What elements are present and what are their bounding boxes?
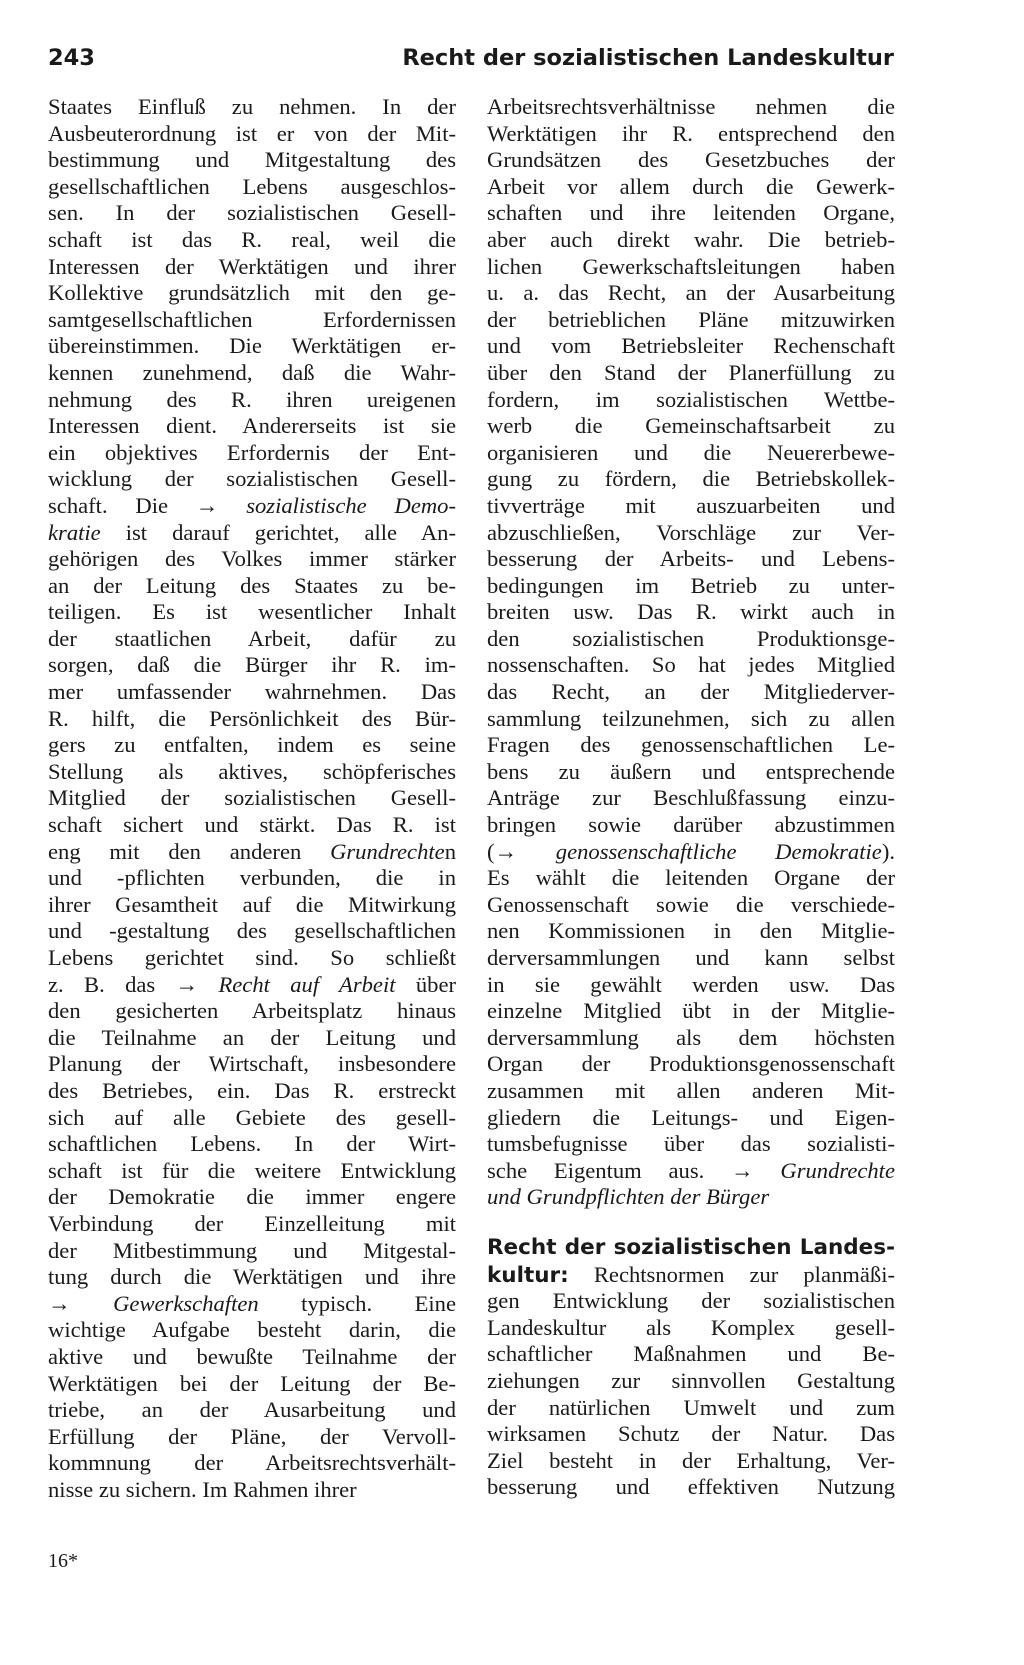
- text-line: R. hilft, die Persönlichkeit des Bür-: [48, 705, 456, 731]
- text-line: schaft ist für die weitere Entwicklung: [48, 1157, 456, 1183]
- entry-definition-start: Rechtsnormen zur planmäßi-: [593, 1261, 895, 1287]
- text-line: besserung und effektiven Nutzung: [487, 1474, 895, 1500]
- text-line: der Mitbestimmung und Mitgestal-: [48, 1237, 456, 1263]
- text-line: kennen zunehmend, daß die Wahr-: [48, 359, 456, 385]
- text-line: triebe, an der Ausarbeitung und: [48, 1397, 456, 1423]
- text-line: organisieren und die Neuererbewe-: [487, 439, 895, 465]
- text-line: Grundsätzen des Gesetzbuches der: [487, 147, 895, 173]
- text-line: ein objektives Erfordernis der Ent-: [48, 439, 456, 465]
- text-line: gung zu fördern, die Betriebskollek-: [487, 466, 895, 492]
- text-line: schaft. Die → sozialistische Demo-: [48, 492, 456, 518]
- text-line: Kollektive grundsätzlich mit den ge-: [48, 280, 456, 306]
- text-line: einzelne Mitglied übt in der Mitglie-: [487, 998, 895, 1024]
- paragraph-gap: [487, 1211, 895, 1235]
- text-line: zusammen mit allen anderen Mit-: [487, 1077, 895, 1103]
- right-column: [487, 94, 895, 1501]
- text-line: Planung der Wirtschaft, insbesondere: [48, 1051, 456, 1077]
- text-line: bringen sowie darüber abzustimmen: [487, 812, 895, 838]
- text-line: Lebens gerichtet sind. So schließt: [48, 945, 456, 970]
- text-line: Arbeit vor allem durch die Gewerk-: [487, 173, 895, 199]
- text-line: sich auf alle Gebiete des gesell-: [48, 1104, 456, 1130]
- cross-reference: Gewerkschaften: [113, 1290, 259, 1316]
- text-line: schaftlichen Lebens. In der Wirt-: [48, 1131, 456, 1157]
- text-line: über den Stand der Planerfüllung zu: [487, 359, 895, 385]
- text-line: werb die Gemeinschaftsarbeit zu: [487, 413, 895, 439]
- text-line: fordern, im sozialistischen Wettbe-: [487, 386, 895, 412]
- text-line: (→ genossenschaftliche Demokratie).: [487, 838, 895, 864]
- running-head: Recht der sozialistischen Landeskultur: [402, 45, 894, 71]
- text-line: tumsbefugnisse über das sozialisti-: [487, 1131, 895, 1157]
- text-line: wirksamen Schutz der Natur. Das: [487, 1421, 895, 1447]
- text-line: und -pflichten verbunden, die in: [48, 865, 456, 891]
- text-line: Landeskultur als Komplex gesell-: [487, 1314, 895, 1340]
- text-line: gesellschaftlichen Lebens ausgeschlos-: [48, 173, 456, 199]
- text-line: schaft sichert und stärkt. Das R. ist: [48, 812, 456, 838]
- text-line: Organ der Produktionsgenossenschaft: [487, 1051, 895, 1077]
- printer-signature: 16*: [48, 1550, 78, 1572]
- text-line: Es wählt die leitenden Organe der: [487, 865, 895, 891]
- text-line: sen. In der sozialistischen Gesell-: [48, 200, 456, 226]
- text-line: Ziel besteht in der Erhaltung, Ver-: [487, 1447, 895, 1473]
- entry-heading-term-end: kultur:: [487, 1262, 569, 1288]
- text-line: gehörigen des Volkes immer stärker: [48, 546, 456, 572]
- text-line: des Betriebes, ein. Das R. erstreckt: [48, 1077, 456, 1103]
- cross-reference: Grundrechte: [330, 838, 445, 864]
- text-line: u. a. das Recht, an der Ausarbeitung: [487, 280, 895, 306]
- text-line: an der Leitung des Staates zu be-: [48, 572, 456, 598]
- text-line: sorgen, daß die Bürger ihr R. im-: [48, 652, 456, 678]
- text-line: Verbindung der Einzelleitung mit: [48, 1210, 456, 1236]
- text-line: gen Entwicklung der sozialistischen: [487, 1288, 895, 1314]
- cross-reference: genossenschaftliche Demokratie: [555, 838, 882, 864]
- text-line: eng mit den anderen Grundrechten: [48, 838, 456, 864]
- text-line: abzuschließen, Vorschläge zur Ver-: [487, 519, 895, 545]
- text-line: gliedern die Leitungs- und Eigen-: [487, 1104, 895, 1130]
- left-column: [48, 94, 456, 1503]
- cross-reference: und Grundpflichten der Bürger: [487, 1184, 770, 1210]
- text-line: Werktätigen bei der Leitung der Be-: [48, 1370, 456, 1396]
- cross-reference: Grundrechte: [780, 1157, 895, 1183]
- text-line: Anträge zur Beschlußfassung einzu-: [487, 785, 895, 811]
- text-line: schaft ist das R. real, weil die: [48, 226, 456, 252]
- page-number: 243: [48, 45, 95, 71]
- text-line: teiligen. Es ist wesentlicher Inhalt: [48, 599, 456, 625]
- text-line: und vom Betriebsleiter Rechenschaft: [487, 333, 895, 359]
- text-line: bedingungen im Betrieb zu unter-: [487, 572, 895, 598]
- text-line: nisse zu sichern. Im Rahmen ihrer: [48, 1476, 357, 1502]
- dictionary-entry: [487, 1235, 895, 1501]
- text-line: [487, 1184, 895, 1211]
- text-line: den sozialistischen Produktionsge-: [487, 625, 895, 651]
- text-line: Staates Einfluß zu nehmen. In der: [48, 94, 456, 119]
- text-line: derversammlung als dem höchsten: [487, 1024, 895, 1050]
- text-line: nen Kommissionen in den Mitglie-: [487, 918, 895, 944]
- text-line: Erfüllung der Pläne, der Vervoll-: [48, 1423, 456, 1449]
- text-line: wichtige Aufgabe besteht darin, die: [48, 1317, 456, 1343]
- text-line: tivverträge mit auszuarbeiten und: [487, 492, 895, 518]
- entry-heading-line2: [487, 1262, 895, 1289]
- text-line: Stellung als aktives, schöpferisches: [48, 758, 456, 784]
- text-line: → Gewerkschaften typisch. Eine: [48, 1290, 456, 1316]
- text-line: die Teilnahme an der Leitung und: [48, 1024, 456, 1050]
- text-line: breiten usw. Das R. wirkt auch in: [487, 599, 895, 625]
- text-line: derversammlungen und kann selbst: [487, 945, 895, 970]
- text-line: ziehungen zur sinnvollen Gestaltung: [487, 1367, 895, 1393]
- text-line: sammlung teilzunehmen, sich zu allen: [487, 705, 895, 731]
- text-line: bens zu äußern und entsprechende: [487, 758, 895, 784]
- text-line: der Demokratie die immer engere: [48, 1184, 456, 1210]
- text-line: bestimmung und Mitgestaltung des: [48, 147, 456, 173]
- text-line: tung durch die Werktätigen und ihre: [48, 1264, 456, 1290]
- text-line: schaften und ihre leitenden Organe,: [487, 200, 895, 226]
- right-column-text: [487, 94, 895, 1211]
- text-line: das Recht, an der Mitgliederver-: [487, 679, 895, 705]
- text-line: den gesicherten Arbeitsplatz hinaus: [48, 998, 456, 1024]
- text-line: besserung der Arbeits- und Lebens-: [487, 546, 895, 572]
- text-line: aber auch direkt wahr. Die betrieb-: [487, 226, 895, 252]
- cross-reference: sozialistische Demo-: [246, 492, 456, 518]
- cross-reference: Recht auf Arbeit: [218, 971, 396, 997]
- text-line: Mitglied der sozialistischen Gesell-: [48, 785, 456, 811]
- text-line: Ausbeuterordnung ist er von der Mit-: [48, 120, 456, 146]
- text-line: Werktätigen ihr R. entsprechend den: [487, 120, 895, 146]
- cross-reference: kratie: [48, 519, 101, 545]
- text-line: in sie gewählt werden usw. Das: [487, 971, 895, 997]
- text-line: lichen Gewerkschaftsleitungen haben: [487, 253, 895, 279]
- text-line: kratie ist darauf gerichtet, alle An-: [48, 519, 456, 545]
- text-line: der staatlichen Arbeit, dafür zu: [48, 625, 456, 651]
- entry-definition: [487, 1288, 895, 1501]
- text-line: Interessen der Werktätigen und ihrer: [48, 253, 456, 279]
- text-line: ihrer Gesamtheit auf die Mitwirkung: [48, 891, 456, 917]
- entry-heading: Recht der sozialistischen Landes-: [487, 1234, 895, 1260]
- text-line: Genossenschaft sowie die verschiede-: [487, 891, 895, 917]
- text-line: z. B. das → Recht auf Arbeit über: [48, 971, 456, 997]
- text-line: Arbeitsrechtsverhältnisse nehmen die: [487, 94, 895, 119]
- text-line: mer umfassender wahrnehmen. Das: [48, 679, 456, 705]
- text-line: aktive und bewußte Teilnahme der: [48, 1343, 456, 1369]
- page-header: [48, 38, 894, 78]
- text-line: nossenschaften. So hat jedes Mitglied: [487, 652, 895, 678]
- text-line: sche Eigentum aus. → Grundrechte: [487, 1157, 895, 1183]
- text-line: kommnung der Arbeitsrechtsverhält-: [48, 1450, 456, 1476]
- text-line: wicklung der sozialistischen Gesell-: [48, 466, 456, 492]
- text-line: übereinstimmen. Die Werktätigen er-: [48, 333, 456, 359]
- text-line: der betrieblichen Pläne mitzuwirken: [487, 306, 895, 332]
- text-line: Interessen dient. Andererseits ist sie: [48, 413, 456, 439]
- text-line: schaftlicher Maßnahmen und Be-: [487, 1341, 895, 1367]
- text-line: nehmung des R. ihren ureigenen: [48, 386, 456, 412]
- text-line: gers zu entfalten, indem es seine: [48, 732, 456, 758]
- text-line: der natürlichen Umwelt und zum: [487, 1394, 895, 1420]
- text-line: samtgesellschaftlichen Erfordernissen: [48, 306, 456, 332]
- text-line: Fragen des genossenschaftlichen Le-: [487, 732, 895, 758]
- text-line: und -gestaltung des gesellschaftlichen: [48, 918, 456, 944]
